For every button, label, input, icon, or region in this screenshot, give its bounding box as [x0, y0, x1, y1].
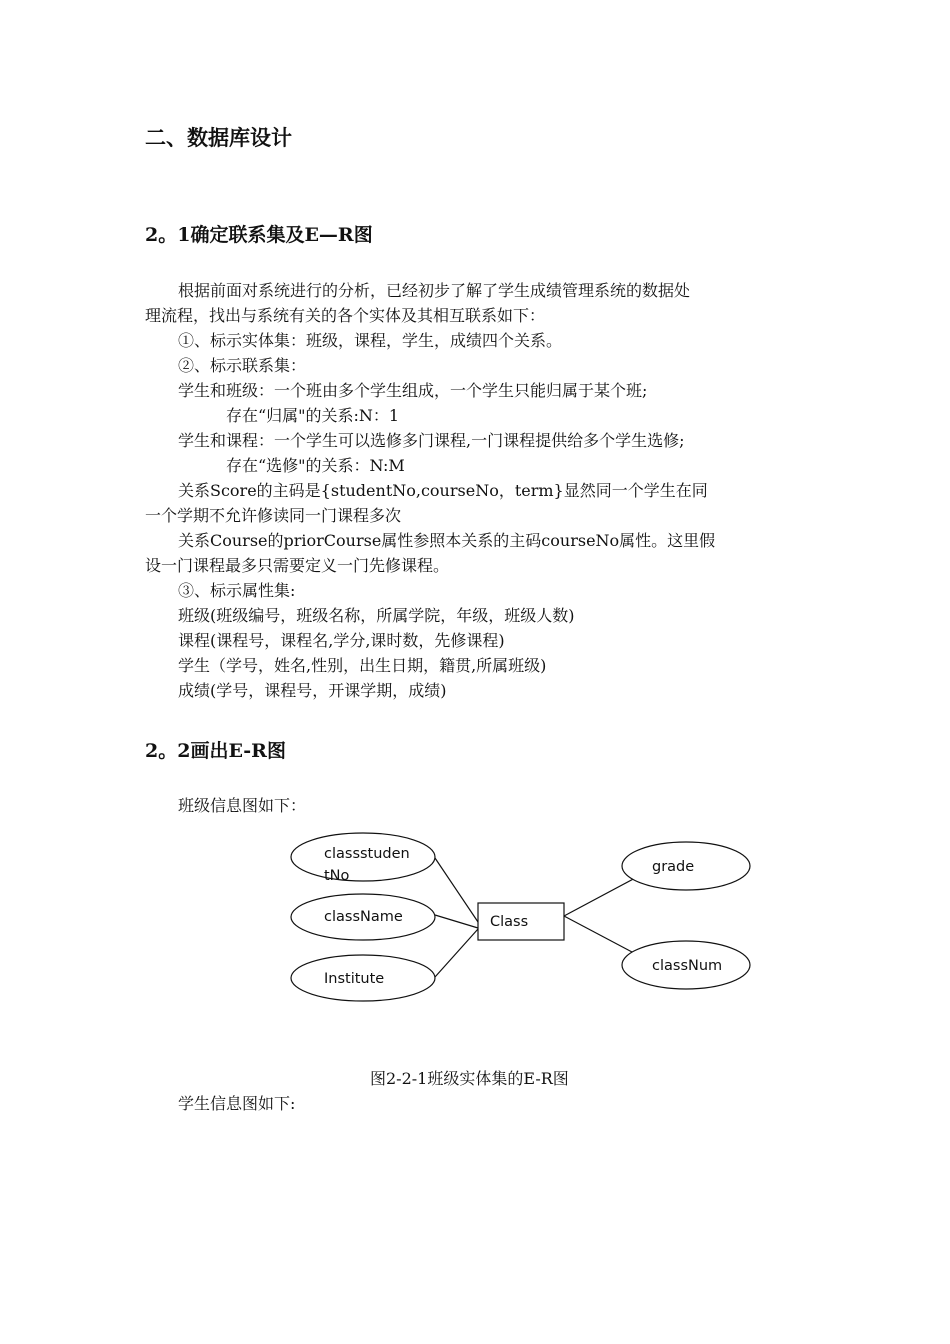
paragraph-line: 存在“选修"的关系：N:M [226, 456, 405, 475]
subsection-title-2-2: 2。2画出E-R图 [145, 740, 286, 762]
paragraph-line: 关系Course的priorCourse属性参照本关系的主码courseNo属性。这里假 [178, 531, 716, 550]
paragraph-line: 存在“归属"的关系:N：1 [226, 406, 400, 425]
figure-caption: 图2-2-1班级实体集的E-R图 [370, 1069, 569, 1088]
paragraph-line: ②、标示联系集： [178, 356, 307, 375]
paragraph-line: 班级(班级编号，班级名称，所属学院，年级，班级人数) [178, 606, 575, 625]
paragraph-line: 学生和班级：一个班由多个学生组成，一个学生只能归属于某个班; [178, 381, 648, 400]
er-connector-line [564, 916, 632, 952]
paragraph-line: ③、标示属性集: [178, 581, 296, 600]
class-er-diagram [280, 825, 770, 1020]
paragraph-line: 理流程，找出与系统有关的各个实体及其相互联系如下： [145, 306, 546, 325]
class-diagram-intro: 班级信息图如下： [178, 796, 307, 815]
paragraph-line: 学生和课程：一个学生可以选修多门课程,一门课程提供给多个学生选修; [178, 431, 685, 450]
er-connector-line [435, 858, 478, 922]
paragraph-line: 学生（学号，姓名,性别，出生日期，籍贯,所属班级) [178, 656, 547, 675]
er-connector-line [435, 929, 478, 977]
paragraph-line: 一个学期不允许修读同一门课程多次 [145, 506, 402, 525]
paragraph-line: ①、标示实体集：班级，课程，学生，成绩四个关系。 [178, 331, 563, 350]
er-connector-line [564, 877, 637, 916]
attr-label-grade: grade [652, 859, 695, 875]
attr-label-classnum: classNum [652, 958, 723, 974]
paragraph-line: 根据前面对系统进行的分析，已经初步了解了学生成绩管理系统的数据处 [178, 281, 691, 300]
subsection-title-2-1: 2。1确定联系集及E—R图 [145, 224, 373, 246]
entity-label-class: Class [490, 914, 529, 930]
attr-label-classname: className [324, 909, 403, 925]
paragraph-line: 课程(课程号，课程名,学分,课时数，先修课程) [178, 631, 505, 650]
section-title: 二、数据库设计 [145, 126, 292, 150]
attr-label-classstudentno-cont: tNo [324, 868, 350, 884]
paragraph-line: 成绩(学号，课程号，开课学期，成绩) [178, 681, 447, 700]
student-diagram-intro: 学生信息图如下: [178, 1094, 296, 1113]
paragraph-line: 关系Score的主码是{studentNo,courseNo，term}显然同一个学生在同 [178, 481, 708, 500]
er-connector-line [435, 915, 478, 928]
paragraph-line: 设一门课程最多只需要定义一门先修课程。 [145, 556, 450, 575]
attr-label-institute: Institute [324, 971, 385, 987]
attr-label-classstudentno: classstuden [324, 846, 410, 862]
